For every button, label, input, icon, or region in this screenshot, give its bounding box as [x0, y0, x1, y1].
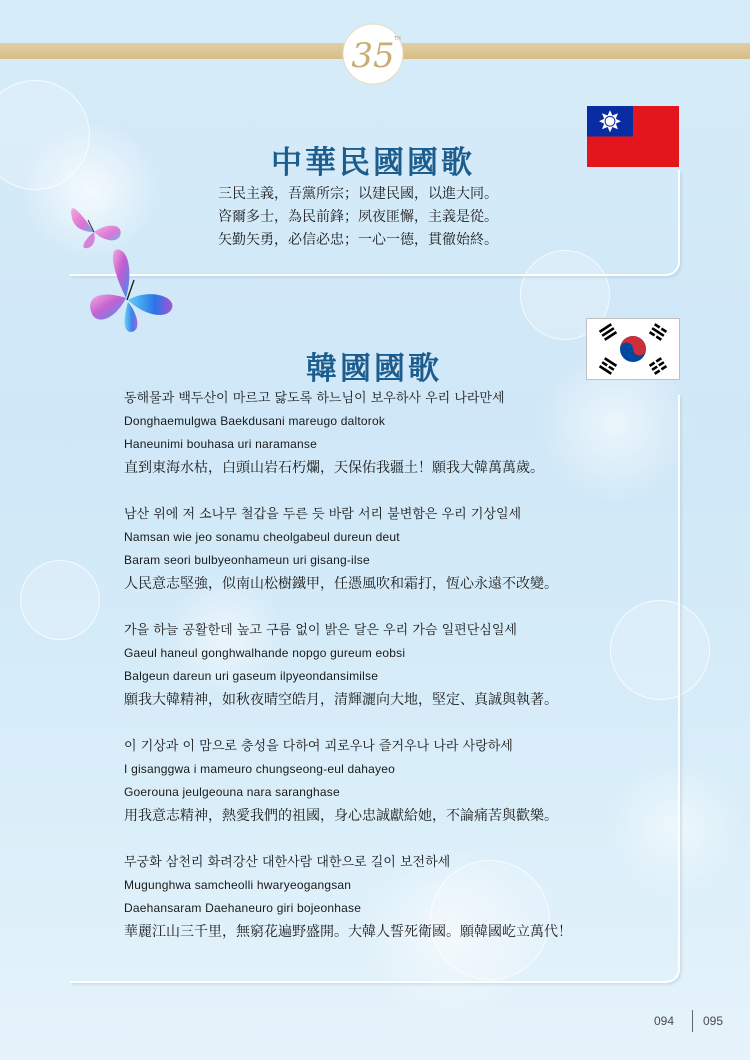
verse-romanization: I gisanggwa i mameuro chungseong-eul dahayeo: [124, 762, 395, 776]
anniversary-logo-icon: [333, 22, 413, 86]
svg-text:TH: TH: [394, 36, 401, 42]
butterfly-icon: [82, 240, 182, 340]
verse-romanization: Daehansaram Daehaneuro giri bojeonhase: [124, 901, 362, 915]
verse-romanization: Gaeul haneul gonghwalhande nopgo gureum eobsi: [124, 646, 406, 660]
verse-romanization: Haneunimi bouhasa uri naramanse: [124, 437, 317, 451]
lyric-line: 三民主義，吾黨所宗；以建民國，以進大同。: [218, 186, 498, 202]
roc-anthem-title: 中華民國國歌: [271, 145, 475, 181]
taiwan-flag-icon: [587, 106, 679, 167]
verse-chinese: 直到東海水枯，白頭山岩石朽爛，天保佑我疆土！願我大韓萬萬歲。: [124, 460, 544, 476]
verse-romanization: Goerouna jeulgeouna nara saranghase: [124, 785, 340, 799]
lyric-line: 矢勤矢勇，必信必忠；一心一德，貫徹始終。: [218, 232, 498, 248]
verse-chinese: 人民意志堅強，似南山松樹鐵甲，任憑風吹和霜打，恆心永遠不改變。: [124, 576, 558, 592]
verse-chinese: 願我大韓精神，如秋夜晴空皓月，清輝灑向大地，堅定、真誠與執著。: [124, 692, 558, 708]
verse-korean: 무궁화 삼천리 화려강산 대한사람 대한으로 길이 보전하세: [124, 855, 451, 870]
verse-romanization: Balgeun dareun uri gaseum ilpyeondansimilse: [124, 669, 379, 683]
verse-chinese: 華麗江山三千里，無窮花遍野盛開。大韓人誓死衛國。願韓國屹立萬代！: [124, 924, 572, 940]
verse-romanization: Baram seori bulbyeonhameun uri gisang-ilse: [124, 553, 370, 567]
page-number-right: 095: [703, 1014, 724, 1028]
page-number-divider: [692, 1010, 693, 1032]
verse: [124, 852, 604, 944]
verse: [124, 736, 604, 828]
verse-chinese: 用我意志精神，熱愛我們的祖國，身心忠誠獻給她，不論痛苦與歡樂。: [124, 808, 558, 824]
page-number-left: 094: [654, 1014, 675, 1028]
korea-anthem-title: 韓國國歌: [306, 351, 442, 387]
verse-korean: 동해물과 백두산이 마르고 닳도록 하느님이 보우하사 우리 나라만세: [124, 391, 505, 406]
lyric-line: 咨爾多士，為民前鋒；夙夜匪懈，主義是從。: [218, 209, 498, 225]
verse-romanization: Donghaemulgwa Baekdusani mareugo daltorok: [124, 414, 386, 428]
verse: [124, 504, 604, 596]
korea-flag-icon: [587, 319, 679, 379]
svg-text:35: 35: [351, 36, 395, 76]
verse-korean: 이 기상과 이 맘으로 충성을 다하여 괴로우나 즐거우나 나라 사랑하세: [124, 739, 513, 754]
verse-korean: 가을 하늘 공활한데 높고 구름 없이 밝은 달은 우리 가슴 일편단심일세: [124, 623, 517, 638]
verse: [124, 620, 604, 712]
verse-romanization: Mugunghwa samcheolli hwaryeogangsan: [124, 878, 352, 892]
verse: [124, 388, 604, 480]
verse-korean: 남산 위에 저 소나무 철갑을 두른 듯 바람 서리 불변함은 우리 기상일세: [124, 507, 522, 522]
verse-romanization: Namsan wie jeo sonamu cheolgabeul dureun deut: [124, 530, 400, 544]
korea-anthem-verses: [124, 388, 604, 968]
roc-anthem-lyrics: [218, 183, 498, 252]
